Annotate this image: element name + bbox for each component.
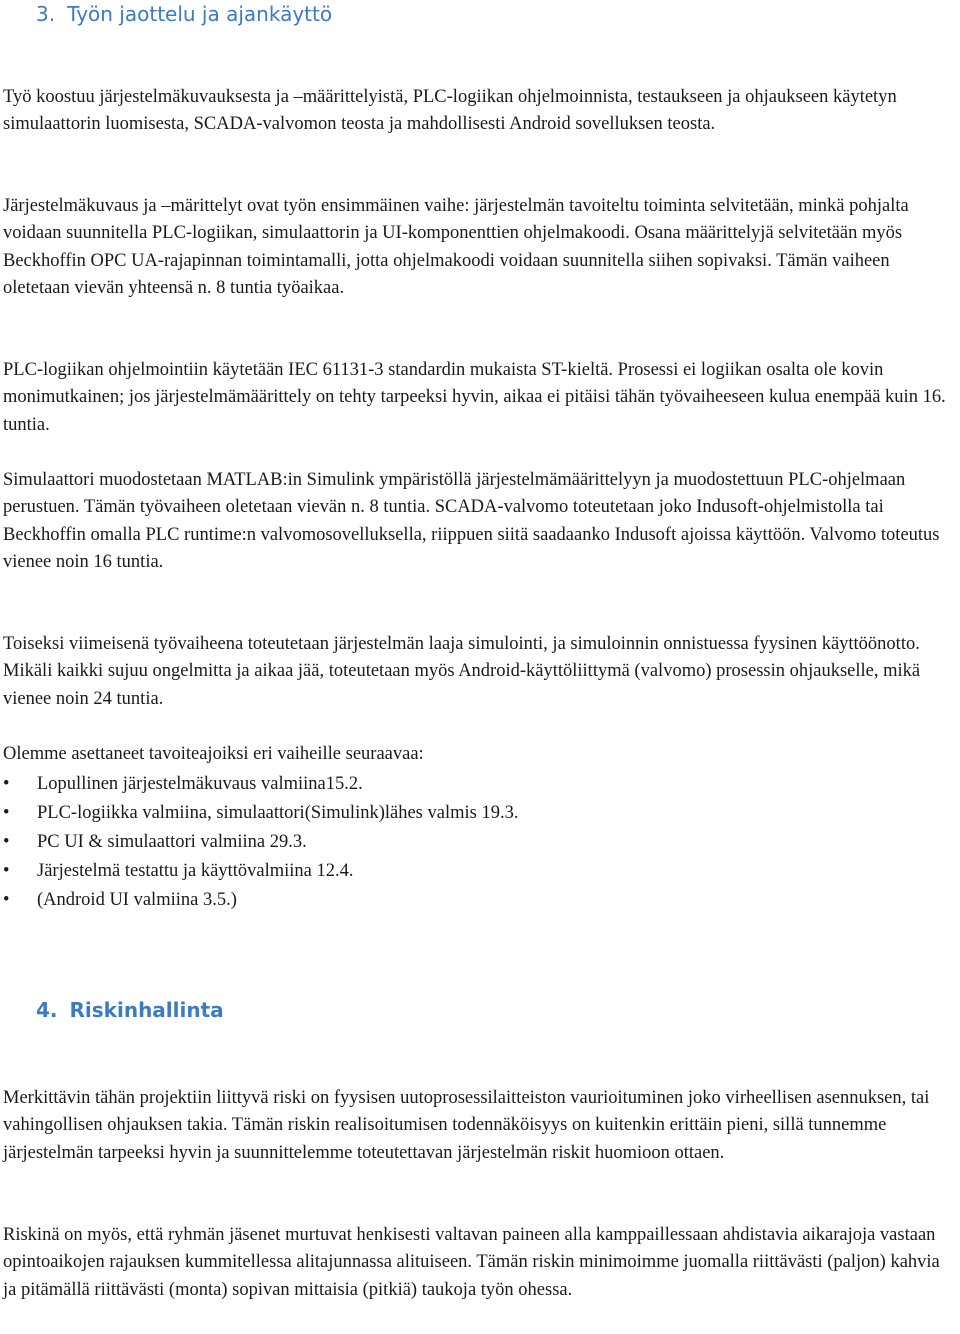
list-item (3, 886, 955, 915)
list-item (3, 770, 955, 799)
goal-text: (Android UI valmiina 3.5.) (37, 890, 237, 910)
goal-text: Lopullinen järjestelmäkuvaus valmiina15.2. (37, 774, 363, 794)
section-3-paragraph-1: Työ koostuu järjestelmäkuvauksesta ja –määrittelyistä, PLC-logiikan ohjelmoinnista, testaukseen ja ohjaukseen käytetyn simulaattorin luomisesta, SCADA-valvomon teosta ja mahdollisesti Android sovelluksen teosta. (3, 87, 897, 135)
goal-text: PC UI & simulaattori valmiina 29.3. (37, 832, 307, 852)
goal-text: PLC-logiikka valmiina, simulaattori(Simulink)lähes valmis 19.3. (37, 803, 519, 823)
bullet-icon: • (3, 803, 10, 823)
bullet-icon: • (3, 861, 10, 881)
bullet-icon: • (3, 890, 10, 910)
goal-text: Järjestelmä testattu ja käyttövalmiina 12.4. (37, 861, 354, 881)
section-4-paragraph-2: Riskinä on myös, että ryhmän jäsenet murtuvat henkisesti valtavan paineen alla kamppaillessaan ahdistavia aikarajoja vastaan opintoaikojen rajauksen kummitellessa alitajunnassa alituiseen. Tämän riskin minimoimme juomalla riittävästi (paljon) kahvia ja pitämällä riittävästi (monta) sopivan mittaisia (pitkiä) taukoja työn ohessa. (3, 1225, 940, 1300)
section-3-heading (36, 0, 332, 28)
section-3-number: 3. (36, 2, 56, 26)
section-3-title: Työn jaottelu ja ajankäyttö (67, 2, 333, 26)
section-3-paragraph-4: Simulaattori muodostetaan MATLAB:in Simulink ympäristöllä järjestelmämäärittelyyn ja muodostettuun PLC-ohjelmaan perustuen. Tämän työvaiheen oletetaan vievän n. 8 tuntia. SCADA-valvomo toteutetaan joko Indusoft-ohjelmistolla tai Beckhoffin omalla PLC runtime:n valvomosovelluksella, riippuen siitä saadaanko Indusoft ajoissa käyttöön. Valvomo toteutus vienee noin 16 tuntia. (3, 470, 940, 572)
list-item (3, 828, 955, 857)
section-4-paragraph-1: Merkittävin tähän projektiin liittyvä riski on fyysisen uutoprosessilaitteiston vaurioituminen joko virheellisen asennuksen, tai vahingollisen ohjauksen takia. Tämän riskin realisoitumisen todennäköisyys on kuitenkin erittäin pieni, sillä tunnemme järjestelmän tarpeeksi hyvin ja suunnittelemme toteutettavan järjestelmän riskit huomioon ottaen. (3, 1088, 930, 1163)
section-4-title: Riskinhallinta (69, 998, 224, 1022)
goals-list (3, 770, 955, 915)
section-3-paragraph-5: Toiseksi viimeisenä työvaiheena toteutetaan järjestelmän laaja simulointi, ja simuloinnin onnistuessa fyysinen käyttöönotto. Mikäli kaikki sujuu ongelmitta ja aikaa jää, toteutetaan myös Android-käyttöliittymä (valvomo) prosessin ohjaukselle, mikä vienee noin 24 tuntia. (3, 634, 921, 709)
list-item (3, 799, 955, 828)
list-item (3, 857, 955, 886)
goals-intro: Olemme asettaneet tavoiteajoiksi eri vaiheille seuraavaa: (3, 744, 424, 764)
section-4-number: 4. (36, 998, 58, 1022)
bullet-icon: • (3, 774, 10, 794)
section-4-heading (36, 996, 224, 1024)
bullet-icon: • (3, 832, 10, 852)
section-3-paragraph-2: Järjestelmäkuvaus ja –märittelyt ovat työn ensimmäinen vaihe: järjestelmän tavoiteltu toiminta selvitetään, minkä pohjalta voidaan suunnitella PLC-logiikan, simulaattorin ja UI-komponenttien ohjelmakoodi. Osana määrittelyjä selvitetään myös Beckhoffin OPC UA-rajapinnan toimintamalli, jotta ohjelmakoodi voidaan suunnitella siihen sopivaksi. Tämän vaiheen oletetaan vievän yhteensä n. 8 tuntia työaikaa. (3, 196, 909, 298)
section-3-paragraph-3: PLC-logiikan ohjelmointiin käytetään IEC 61131-3 standardin mukaista ST-kieltä. Prosessi ei logiikan osalta ole kovin monimutkainen; jos järjestelmämäärittely on tehty tarpeeksi hyvin, aikaa ei pitäisi tähän työvaiheeseen kulua enempää kuin 16. tuntia. (3, 360, 946, 435)
